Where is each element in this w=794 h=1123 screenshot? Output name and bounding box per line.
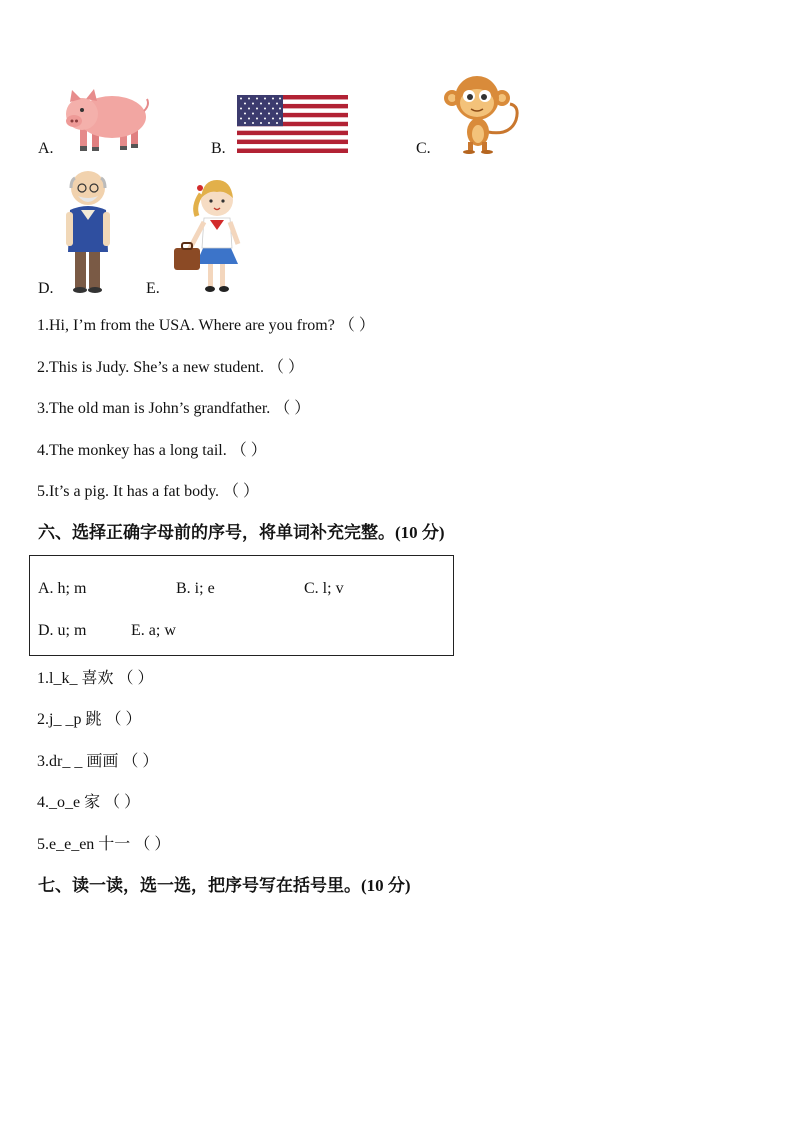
match-item-text: 1.Hi, I’m from the USA. Where are you from? (37, 317, 335, 334)
answer-blank[interactable]: （ ） (274, 400, 311, 417)
answer-blank[interactable]: （ ） (122, 753, 159, 770)
fill-item-text: 5.e_e_en 十一 (37, 836, 131, 853)
fill-item-text: 2.j_ _p 跳 (37, 711, 102, 728)
picture-label-b: B. (211, 140, 226, 157)
option-b: B. i; e (176, 580, 215, 597)
picture-label-a: A. (38, 140, 54, 157)
answer-blank[interactable]: （ ） (230, 442, 267, 459)
option-e: E. a; w (131, 622, 176, 639)
fill-item-4 (37, 793, 140, 813)
fill-item-3 (37, 752, 158, 772)
match-item-3 (37, 399, 310, 419)
answer-blank[interactable]: （ ） (338, 317, 375, 334)
option-c: C. l; v (304, 580, 344, 597)
old-man-icon (64, 166, 112, 294)
monkey-icon (440, 76, 528, 154)
match-item-text: 5.It’s a pig. It has a fat body. (37, 483, 220, 500)
match-item-2 (37, 358, 304, 378)
answer-blank[interactable]: （ ） (105, 711, 142, 728)
match-item-1 (37, 316, 375, 336)
match-item-text: 4.The monkey has a long tail. (37, 442, 227, 459)
usa-flag-icon (237, 95, 348, 153)
fill-item-text: 4._o_e 家 (37, 794, 101, 811)
section-6-heading: 六、选择正确字母前的序号，将单词补充完整。(10 分) (38, 523, 445, 542)
picture-label-e: E. (146, 280, 160, 297)
fill-item-5 (37, 835, 170, 855)
fill-item-text: 3.dr_ _ 画画 (37, 753, 119, 770)
picture-label-d: D. (38, 280, 54, 297)
option-a: A. h; m (38, 580, 87, 597)
match-item-5 (37, 482, 259, 502)
fill-item-1 (37, 669, 153, 689)
picture-label-c: C. (416, 140, 431, 157)
schoolgirl-icon (170, 176, 250, 294)
answer-blank[interactable]: （ ） (117, 670, 154, 687)
section-7-heading: 七、读一读，选一选，把序号写在括号里。(10 分) (38, 876, 411, 895)
fill-item-text: 1.l_k_ 喜欢 (37, 670, 114, 687)
answer-blank[interactable]: （ ） (267, 359, 304, 376)
match-item-text: 2.This is Judy. She’s a new student. (37, 359, 264, 376)
pig-icon (62, 84, 150, 154)
option-d: D. u; m (38, 622, 87, 639)
answer-blank[interactable]: （ ） (104, 794, 141, 811)
answer-blank[interactable]: （ ） (223, 483, 260, 500)
match-item-4 (37, 441, 267, 461)
match-item-text: 3.The old man is John’s grandfather. (37, 400, 271, 417)
options-box (29, 555, 454, 656)
fill-item-2 (37, 710, 141, 730)
answer-blank[interactable]: （ ） (134, 836, 171, 853)
